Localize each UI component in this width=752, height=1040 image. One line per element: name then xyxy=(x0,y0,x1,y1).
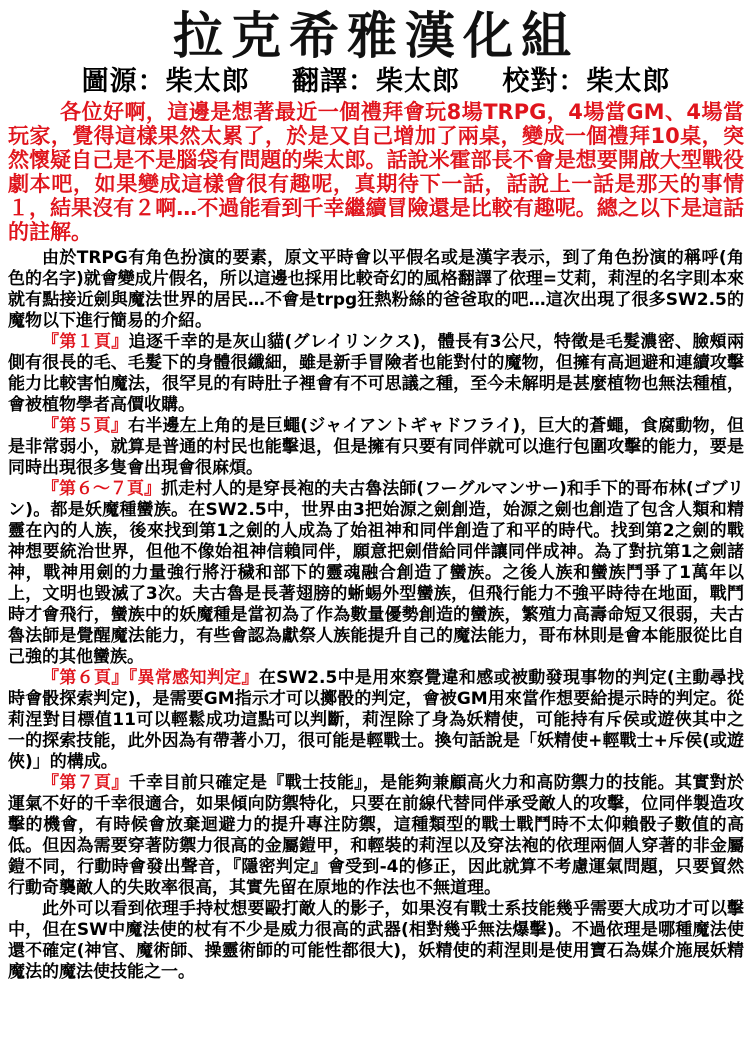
annotation-text: 千幸目前只確定是『戰士技能』，是能夠兼顧高火力和高防禦力的技能。其實對於運氣不好的千幸很適合，如果傾向防禦特化，只要在前線代替同伴承受敵人的攻擊，位同伴製造攻擊的機會，有時候會放棄迴避力的提升專注防禦，這種類型的戰士戰鬥時不太仰賴骰子數值的高低。但因為需要穿著防禦力很高的金屬鎧甲，和輕裝的莉涅以及穿法袍的依理兩個人穿著的非金屬鎧不同，行動時會發出聲音，『隱密判定』會受到-4的修正，因此就算不考慮運氣問題，只要貿然行動奇襲敵人的失敗率很高，其實先留在原地的作法也不無道理。 xyxy=(8,773,744,898)
page-reference-tag: 『第６～７頁』 xyxy=(42,479,162,499)
annotation-text: 右半邊左上角的是巨蠅(ジャイアントギャドフライ)，巨大的蒼蠅，食腐動物，但是非常弱小，就算是普通的村民也能擊退，但是擁有只要有同伴就可以進行包圍攻擊的能力，要是同時出現很多隻會出現會很麻煩。 xyxy=(8,416,744,478)
annotation-body xyxy=(8,248,744,983)
annotation-paragraph xyxy=(8,416,744,479)
credit-proofread: 校對：柴太郎 xyxy=(502,66,671,97)
annotation-paragraph xyxy=(8,479,744,668)
annotation-paragraph xyxy=(8,668,744,773)
annotation-text: 追逐千幸的是灰山貓(グレイリンクス)，體長有3公尺，特徵是毛髮濃密、臉頰兩側有很長的毛、毛髮下的身體很纖細，雖是新手冒險者也能對付的魔物，但擁有高迴避和連續攻擊能力比較害怕魔法，很罕見的有時肚子裡會有不可思議之種，至今未解明是甚麼植物也無法種植，會被植物學者高價收購。 xyxy=(8,332,745,415)
annotation-text: 此外可以看到依理手持杖想要毆打敵人的影子，如果沒有戰士系技能幾乎需要大成功才可以擊中，但在SW中魔法使的杖有不少是威力很高的武器(相對幾乎無法爆擊)。不過依理是哪種魔法使還不確定(神官、魔術師、操靈術師的可能性都很大)，妖精使的莉涅則是使用寶石為媒介施展妖精魔法的魔法使技能之一。 xyxy=(8,899,744,982)
annotation-paragraph xyxy=(8,899,744,983)
translator-notice: 各位好啊，這邊是想著最近一個禮拜會玩8場TRPG，4場當GM、4場當玩家，覺得這樣果然太累了，於是又自己增加了兩桌，變成一個禮拜10桌，突然懷疑自己是不是腦袋有問題的柴太郎。話說米霍部長不會是想要開啟大型戰役劇本吧，如果變成這樣會很有趣呢，真期待下一話，話說上一話是那天的事情１，結果沒有２啊…不過能看到千幸繼續冒險還是比較有趣呢。總之以下是這話的註解。 xyxy=(8,100,744,244)
page-reference-tag: 『第７頁』 xyxy=(42,773,129,793)
annotation-paragraph xyxy=(8,773,744,899)
page-reference-tag: 『第６頁』『異常感知判定』 xyxy=(42,668,259,688)
page-reference-tag: 『第５頁』 xyxy=(42,416,129,436)
credit-translation: 翻譯：柴太郎 xyxy=(292,66,460,97)
annotation-text: 在SW2.5中是用來察覺違和感或被動發現事物的判定(主動尋找時會骰探索判定)，是需要GM指示才可以擲骰的判定，會被GM用來當作想要給提示時的判定。從莉涅對目標值11可以輕鬆成功這點可以判斷，莉涅除了身為妖精使，可能持有斥侯或遊俠其中之一的探索技能，此外因為有帶著小刀，很可能是輕戰士。換句話說是「妖精使+輕戰士+斥侯(或遊俠)」的構成。 xyxy=(8,668,745,772)
page-reference-tag: 『第１頁』 xyxy=(42,332,129,352)
annotation-text: 由於TRPG有角色扮演的要素，原文平時會以平假名或是漢字表示，到了角色扮演的稱呼(角色的名字)就會變成片假名，所以這邊也採用比較奇幻的風格翻譯了依理=艾莉，莉涅的名字則本來就有點接近劍與魔法世界的居民…不會是trpg狂熱粉絲的爸爸取的吧…這次出現了很多SW2.5的魔物以下進行簡易的介紹。 xyxy=(8,248,745,331)
credits-line xyxy=(8,66,744,98)
annotation-text: 抓走村人的是穿長袍的夫古魯法師(フーグルマンサー)和手下的哥布林(ゴブリン)。都是妖魔種蠻族。在SW2.5中，世界由3把始源之劍創造，始源之劍也創造了包含人類和精靈在內的人族，後來找到第1之劍的人成為了始祖神和同伴創造了和平的時代。找到第2之劍的戰神想要統治世界，但他不像始祖神信賴同伴，願意把劍借給同伴讓同伴成神。為了對抗第1之劍諸神，戰神用劍的力量強行將汙穢和部下的靈魂融合創造了蠻族。之後人族和蠻族鬥爭了1萬年以上，文明也毀滅了3次。夫古魯是長著翅膀的蜥蜴外型蠻族，但飛行能力不強平時待在地面，戰鬥時才會飛行，蠻族中的妖魔種是當初為了作為數量優勢創造的蠻族，繁殖力高壽命短又很弱，夫古魯法師是覺醒魔法能力，有些會認為獻祭人族能提升自己的魔法能力，哥布林則是會本能服從比自己強的其他蠻族。 xyxy=(8,479,745,667)
credit-source: 圖源：柴太郎 xyxy=(81,66,250,97)
page-title: 拉克希雅漢化組 xyxy=(173,6,579,65)
annotation-paragraph xyxy=(8,332,744,416)
annotation-paragraph xyxy=(8,248,744,332)
